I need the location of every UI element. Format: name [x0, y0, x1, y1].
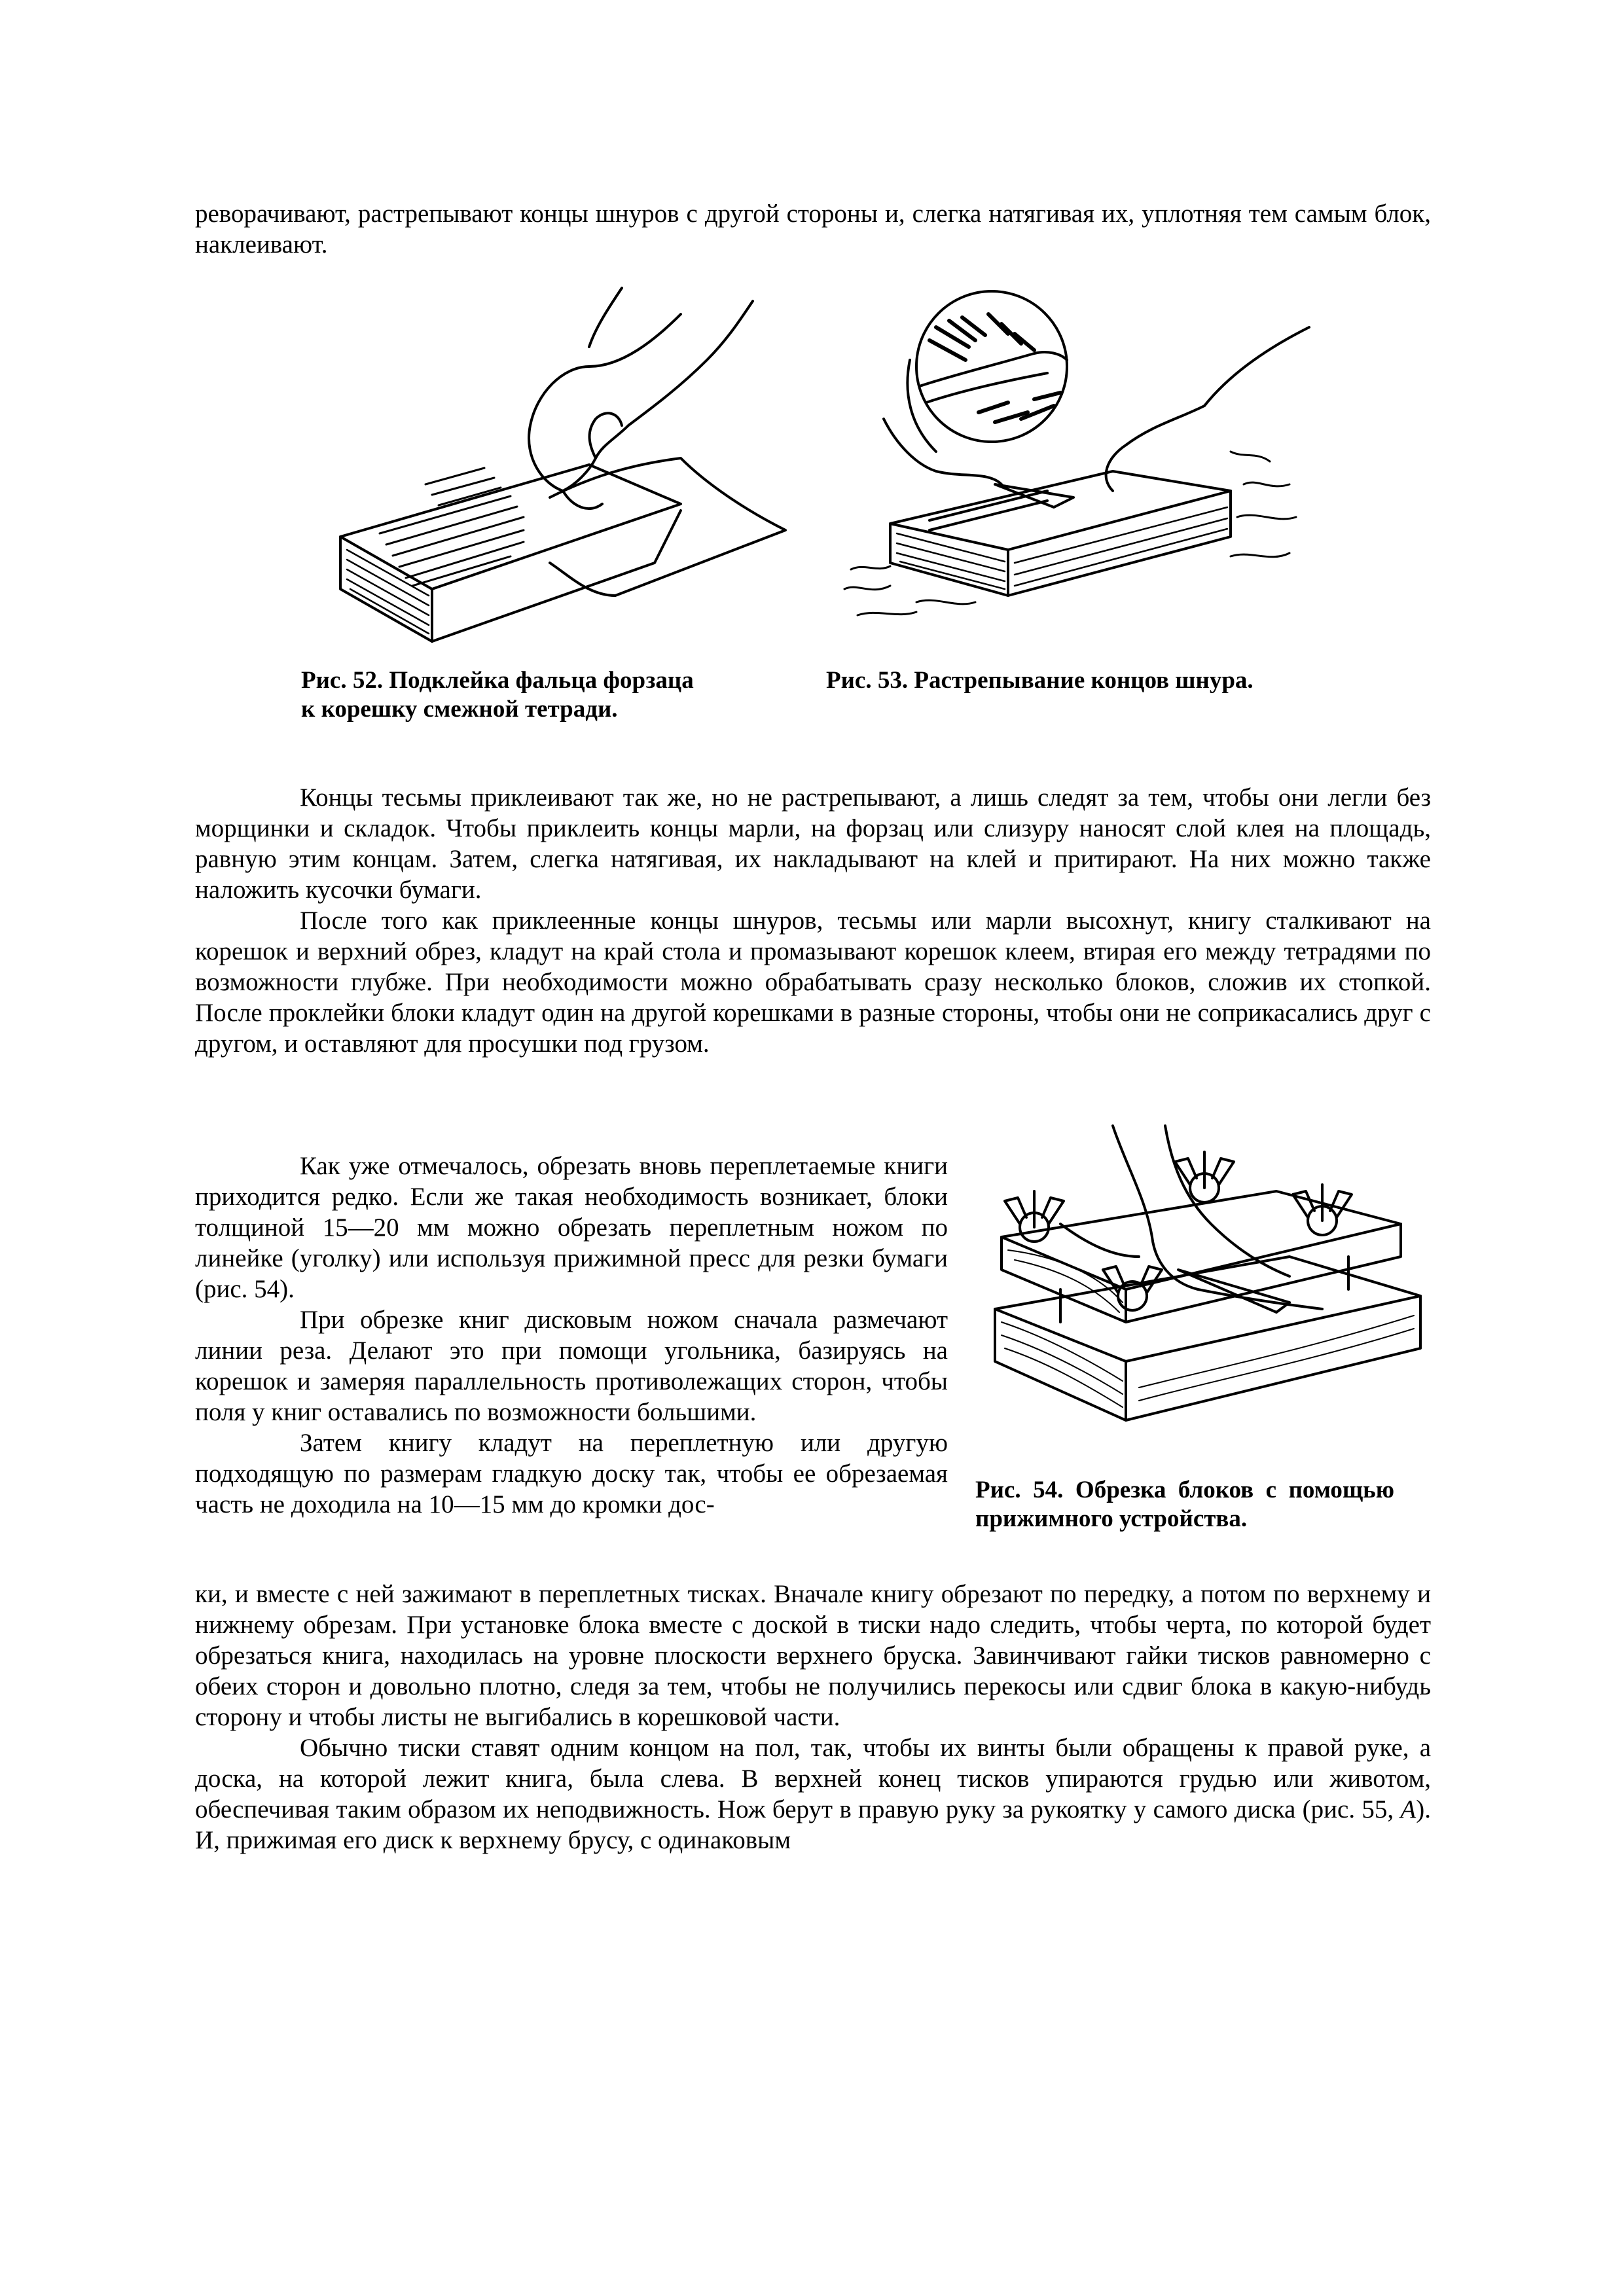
paragraph-3: Как уже отмечалось, обрезать вновь переплетаемые книги приходится редко. Если же такая необходимость возникает, блоки толщиной 15—20 мм можно обрезать переплетным ножом по линейке (уголку) или используя прижимной пресс для резки бумаги (рис. 54). [195, 1152, 948, 1303]
paragraph-block-narrow [195, 1151, 948, 1520]
caption-figure-54: Рис. 54. Обрезка блоков с помощью прижимного устройства. [975, 1477, 1394, 1532]
paragraph-intro [195, 198, 1431, 260]
figure-reference-letter: А [1400, 1795, 1416, 1823]
paragraph-6-text-a: Обычно тиски ставят одним концом на пол, так, чтобы их винты были обращены к правой руке, а доска, на которой лежит книга, была слева. В верхней конец тисков упираются грудью или животом, обеспечивая таким образом их неподвижность. Нож берут в правую руку за рукоятку у самого диска (рис. 55, [195, 1734, 1431, 1823]
paragraph-2: После того как приклеенные концы шнуров, тесьмы или марли высохнут, книгу сталкивают на корешок и верхний обрез, кладут на край стола и промазывают корешок клеем, втирая его между тетрадями по возможности глубже. При необходимости можно обрабатывать сразу несколько блоков, сложив их стопкой. После проклейки блоки кладут один на другой корешками в разные стороны, чтобы они не соприкасались друг с другом, и оставляют для просушки под грузом. [195, 906, 1431, 1058]
paragraph-block-continuation [195, 1579, 1431, 1856]
paragraph-6 [195, 1732, 1431, 1856]
paragraph-4: При обрезке книг дисковым ножом сначала размечают линии реза. Делают это при помощи угольника, базируясь на корешок и замеряя параллельность противолежащих сторон, чтобы поля у книг оставались по возможности большими. [195, 1306, 948, 1426]
paragraph-5-start: Затем книгу кладут на переплетную или другую подходящую по размерам гладкую доску так, чтобы ее обрезаемая часть не доходила на 10—15 мм до кромки дос- [195, 1429, 948, 1518]
caption-figure-53: Рис. 53. Растрепывание концов шнура. [826, 667, 1254, 694]
caption-figure-52: Рис. 52. Подклейка фальца форзаца к корешку смежной тетради. [301, 667, 694, 723]
paragraph-6-text-b: ). И, прижимая его диск к верхнему брусу, с одинаковым [195, 1795, 1431, 1854]
paragraph-1: Концы тесьмы приклеивают так же, но не растрепывают, а лишь следят за тем, чтобы они легли без морщинки и складок. Чтобы приклеить концы марли, на форзац или слизуру наносят слой клея на площадь, равную этим концам. Затем, слегка натягивая, их накладывают на клей и притирают. На них можно также наложить кусочки бумаги. [195, 783, 1431, 904]
paragraph-0: реворачивают, растрепывают концы шнуров с другой стороны и, слегка натягивая их, уплотняя тем самым блок, наклеивают. [195, 200, 1431, 259]
paragraph-5-continuation: ки, и вместе с ней зажимают в переплетных тисках. Вначале книгу обрезают по передку, а потом по верхнему и нижнему обрезам. При установке блока вместе с доской в тиски надо следить, чтобы черта, по которой будет обрезаться книга, находилась на уровне плоскости верхнего бруска. Завинчивают гайки тисков равномерно с обеих сторон и довольно плотно, следя за тем, чтобы не получились перекосы или сдвиг блока в какую-нибудь сторону и чтобы листы не выгибались в корешковой части. [195, 1580, 1431, 1731]
figure-54-illustration [982, 1126, 1434, 1492]
figure-53-illustration [838, 288, 1322, 655]
figure-52-illustration [314, 288, 812, 655]
paragraph-block-main [195, 782, 1431, 1059]
